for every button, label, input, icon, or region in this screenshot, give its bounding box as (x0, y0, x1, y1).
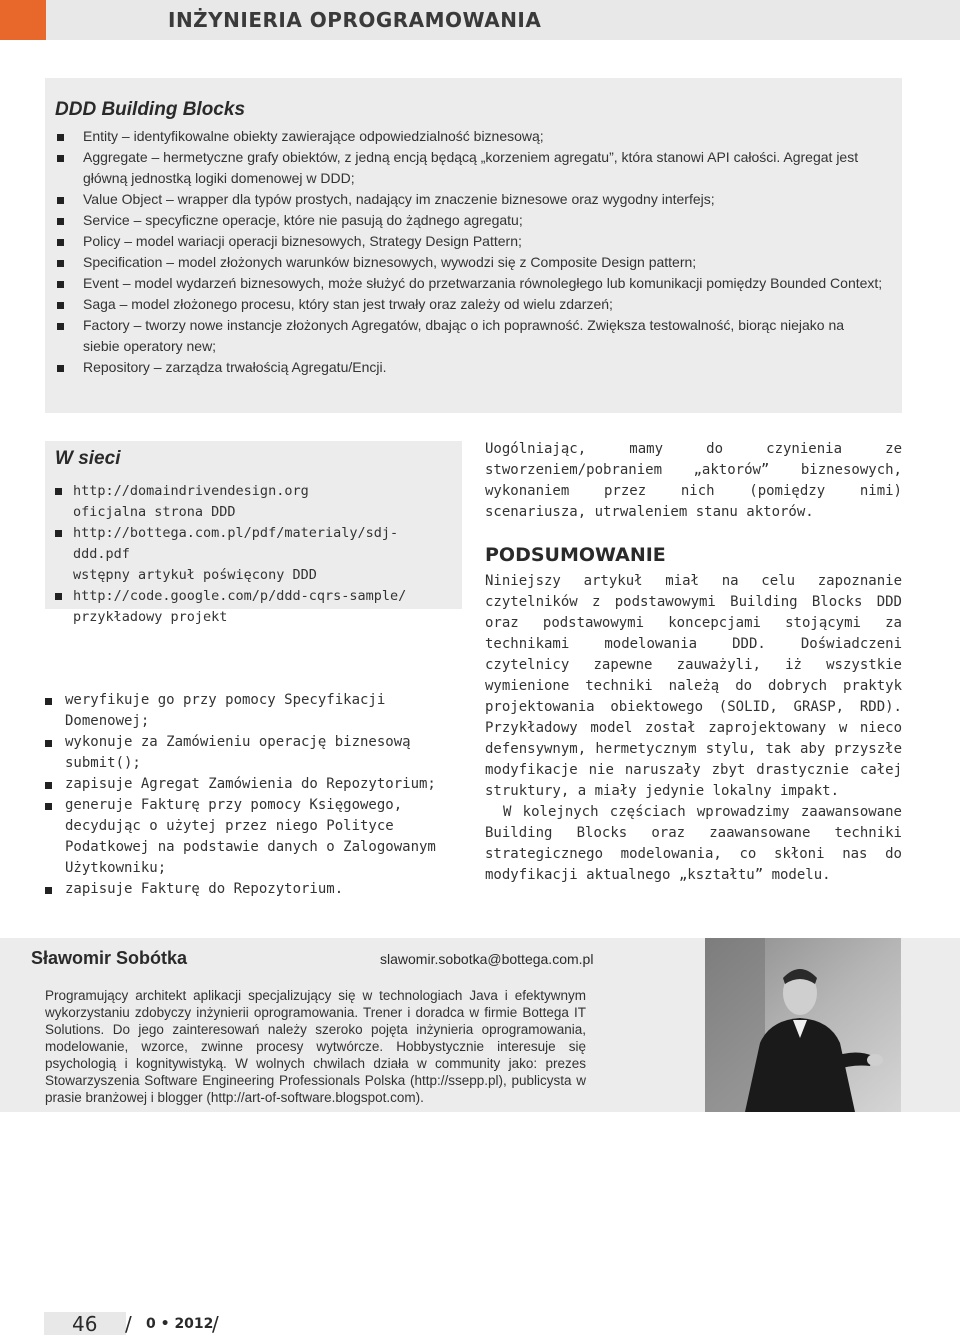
issue-number: 0 • 2012 (146, 1316, 214, 1332)
ddd-building-blocks-box (45, 78, 902, 413)
link-item (55, 523, 452, 586)
list-item: Repository – zarządza trwałością Agregatu/Encji. (55, 357, 884, 378)
list-item: generuje Fakturę przy pomocy Księgowego, decydując o użytej przez niego Polityce Podatkowej na podstawie danych o Zalogowanym Użytkowniku; (45, 795, 470, 879)
right-column (485, 439, 902, 886)
list-item: wykonuje za Zamówieniu operację biznesową submit(); (45, 732, 470, 774)
list-item: Policy – model wariacji operacji biznesowych, Strategy Design Pattern; (55, 231, 884, 252)
page-number: 46 (72, 1312, 98, 1336)
bullet-icon (57, 197, 64, 204)
header-accent (0, 0, 46, 40)
bullet-icon (55, 593, 62, 600)
link-url[interactable]: http://domaindrivendesign.org (73, 483, 309, 499)
link-description: oficjalna strona DDD (73, 504, 236, 520)
scenario-steps (45, 690, 470, 900)
author-box (0, 938, 960, 1112)
section-title: INŻYNIERIA OPROGRAMOWANIA (168, 8, 542, 32)
list-item: zapisuje Agregat Zamówienia do Repozytorium; (45, 774, 470, 795)
link-item (55, 481, 452, 523)
bullet-icon (55, 530, 62, 537)
summary-heading: PODSUMOWANIE (485, 544, 666, 566)
bullet-icon (45, 740, 52, 747)
list-item: Aggregate – hermetyczne grafy obiektów, z jedną encją będącą „korzeniem agregatu”, która stanowi API całości. Agregat jest główną jednostką logiki domenowej w DDD; (55, 147, 884, 189)
list-item: Factory – tworzy nowe instancje złożonych Agregatów, dbając o ich poprawność. Zwiększa testowalność, biorąc niejako na siebie operatory new; (55, 315, 884, 357)
footer-separator: / (212, 1312, 219, 1336)
link-description: wstępny artykuł poświęcony DDD (73, 567, 317, 583)
bullet-icon (57, 260, 64, 267)
bullet-icon (57, 281, 64, 288)
bullet-icon (45, 887, 52, 894)
list-item: Saga – model złożonego procesu, który stan jest trwały oraz zależy od wielu zdarzeń; (55, 294, 884, 315)
bullet-icon (57, 239, 64, 246)
list-item: weryfikuje go przy pomocy Specyfikacji Domenowej; (45, 690, 470, 732)
list-item: Entity – identyfikowalne obiekty zawierające odpowiedzialność biznesową; (55, 126, 884, 147)
header-bar (0, 0, 960, 40)
list-item: Value Object – wrapper dla typów prostych, nadający im znaczenie biznesowe oraz wygodny interfejs; (55, 189, 884, 210)
list-item: Event – model wydarzeń biznesowych, może służyć do przetwarzania równoległego lub komunikacji pomiędzy Bounded Context; (55, 273, 884, 294)
summary-paragraph-2: W kolejnych częściach wprowadzimy zaawansowane Building Blocks oraz zaawansowane techniki strategicznego modelowania, co skłoni nas do modyfikacji aktualnego „kształtu” modelu. (485, 804, 902, 883)
link-description: przykładowy projekt (73, 609, 228, 625)
bullet-icon (57, 323, 64, 330)
web-links-box (45, 441, 462, 625)
list-item: Service – specyficzne operacje, które nie pasują do żądnego agregatu; (55, 210, 884, 231)
author-name: Sławomir Sobótka (31, 948, 188, 968)
author-email[interactable]: slawomir.sobotka@bottega.com.pl (380, 951, 594, 967)
link-url[interactable]: http://code.google.com/p/ddd-cqrs-sample/ (73, 588, 407, 604)
box-title: DDD Building Blocks (55, 99, 246, 120)
web-links-list (55, 481, 452, 628)
box-title: W sieci (55, 448, 121, 469)
bullet-icon (55, 488, 62, 495)
bullet-icon (45, 803, 52, 810)
bullet-icon (45, 698, 52, 705)
bullet-icon (57, 134, 64, 141)
bullet-icon (45, 782, 52, 789)
bullet-icon (57, 365, 64, 372)
author-photo (705, 938, 901, 1112)
link-item (55, 586, 452, 628)
intro-paragraph: Uogólniając, mamy do czynienia ze stworzeniem/pobraniem „aktorów” biznesowych, wykonaniem przez nich (pomiędzy nimi) scenariusza, utrwaleniem stanu aktorów. (485, 441, 902, 520)
bullet-icon (57, 218, 64, 225)
footer-separator: / (125, 1312, 132, 1336)
building-blocks-list (55, 126, 884, 378)
list-item: zapisuje Fakturę do Repozytorium. (45, 879, 470, 900)
summary-paragraph-1: Niniejszy artykuł miał na celu zapoznanie czytelników z podstawowymi Building Blocks DDD oraz podstawowymi koncepcjami stojącymi za technikami modelowania DDD. Doświadczeni czytelnicy zapewne zauważyli, iż wszystkie wymienione techniki należą do dobrych praktyk projektowania obiektowego (SOLID, GRASP, RDD). Przykładowy model został zaprojektowany w nieco defensywnym, hermetycznym stylu, tak aby przyszłe modyfikacje nie naruszały zbyt drastycznie całej struktury, a miały jedynie lokalny impakt. (485, 573, 902, 799)
bullet-icon (57, 155, 64, 162)
bullet-icon (57, 302, 64, 309)
author-bio: Programujący architekt aplikacji specjalizujący się w technologiach Java i efektywnym wykorzystaniu zdobyczy inżynierii oprogramowania. Trener i doradca w firmie Bottega IT Solutions. Do jego zainteresowań należy szeroko pojęta inżynieria oprogramowania, modelowanie, wzorce, zwinne procesy wytwórcze. Hobbystycznie interesuje się psychologią i kognitywistyką. W wolnych chwilach działa w community jako: prezes Stowarzyszenia Software Engineering Professionals Polska (http://ssepp.pl), publicysta w prasie branżowej i blogger (http://art-of-software.blogspot.com). (45, 988, 586, 1105)
link-url[interactable]: http://bottega.com.pl/pdf/materialy/sdj-ddd.pdf (73, 525, 399, 562)
list-item: Specification – model złożonych warunków biznesowych, wywodzi się z Composite Design pattern; (55, 252, 884, 273)
